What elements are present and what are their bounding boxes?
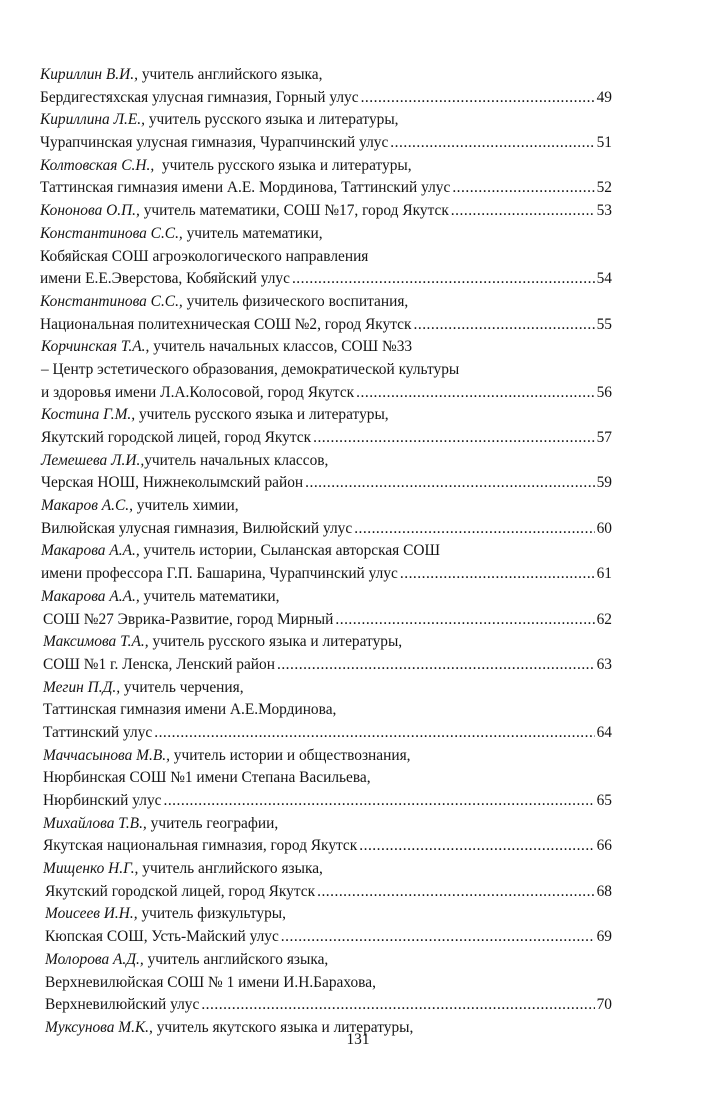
dot-leader xyxy=(400,563,595,586)
toc-entry xyxy=(40,64,612,109)
toc-entry xyxy=(40,495,612,540)
author-role: учитель английского языка, xyxy=(138,860,323,878)
institution-text: и здоровья имени Л.А.Колосовой, город Якутск xyxy=(41,383,355,401)
table-of-contents xyxy=(40,64,612,1040)
toc-entry-author-line xyxy=(40,155,612,178)
dot-leader xyxy=(354,518,594,541)
toc-entry-author-line xyxy=(40,949,612,972)
author-role: учитель русского языка и литературы, xyxy=(154,156,412,174)
page-ref: 63 xyxy=(596,655,612,673)
dot-leader xyxy=(359,835,594,858)
toc-entry xyxy=(40,223,612,291)
author-name: Кириллина Л.Е., xyxy=(40,111,145,129)
institution-text: СОШ №1 г. Ленска, Ленский район xyxy=(43,655,275,673)
institution-text: Якутский городской лицей, город Якутск xyxy=(41,429,312,446)
toc-entry-detail-line xyxy=(40,972,612,995)
toc-entry xyxy=(40,949,612,1017)
author-role: учитель русского языка и литературы, xyxy=(135,406,389,424)
toc-entry-detail-line xyxy=(40,427,612,450)
institution-text: Якутский городской лицей, город Якутск xyxy=(45,882,316,900)
author-role: учитель начальных классов, СОШ №33 xyxy=(149,338,413,356)
page-ref: 66 xyxy=(596,837,612,855)
dot-leader xyxy=(361,87,595,110)
page-ref: 65 xyxy=(596,792,612,809)
dot-leader xyxy=(154,722,594,745)
page-ref: 68 xyxy=(596,882,612,900)
author-role: учитель географии, xyxy=(146,814,279,832)
toc-entry-author-line xyxy=(40,404,612,427)
author-role: учитель математики, xyxy=(139,587,280,605)
institution-text: Таттинская гимназия имени А.Е. Мординова, Таттинский улус xyxy=(40,179,451,197)
dot-leader xyxy=(356,382,594,405)
dot-leader xyxy=(313,427,595,450)
page-ref: 64 xyxy=(596,723,612,741)
toc-entry-detail-line xyxy=(40,246,612,269)
toc-entry-detail-line xyxy=(40,132,612,155)
page-ref: 57 xyxy=(596,429,612,446)
author-name: Константинова С.С., xyxy=(40,224,183,242)
institution-text: Таттинская гимназия имени А.Е.Мординова, xyxy=(43,701,337,719)
author-name: Михайлова Т.В., xyxy=(43,814,147,832)
toc-entry xyxy=(40,155,612,200)
toc-entry-detail-line xyxy=(40,926,612,949)
dot-leader xyxy=(163,790,594,813)
toc-entry-detail-line xyxy=(40,881,612,904)
page-ref: 70 xyxy=(596,996,612,1014)
toc-entry-detail-line xyxy=(40,472,612,495)
institution-text: Нюрбинская СОШ №1 имени Степана Васильева, xyxy=(43,769,371,787)
dot-leader xyxy=(335,609,594,632)
toc-entry xyxy=(40,291,612,336)
author-role: учитель физического воспитания, xyxy=(182,292,409,310)
toc-entry-author-line xyxy=(40,745,612,768)
toc-entry-detail-line xyxy=(40,767,612,790)
toc-entry-detail-line xyxy=(40,87,612,110)
institution-text: Якутская национальная гимназия, город Якутск xyxy=(43,837,358,855)
institution-text: Кобяйская СОШ агроэкологического направления xyxy=(40,247,369,265)
author-role: учитель истории и обществознания, xyxy=(169,746,411,764)
page-ref: 54 xyxy=(596,270,612,288)
page-ref: 69 xyxy=(596,928,612,946)
author-role: учитель английского языка, xyxy=(143,950,329,968)
institution-text: имени профессора Г.П. Башарина, Чурапчинский улус xyxy=(41,565,398,583)
page-ref: 51 xyxy=(596,134,612,152)
author-name: Муксунова М.К., xyxy=(45,1018,153,1036)
toc-entry-author-line xyxy=(40,677,612,700)
institution-text: Бердигестяхская улусная гимназия, Горный улус xyxy=(40,88,359,106)
toc-entry-detail-line xyxy=(40,609,612,632)
toc-entry-detail-line xyxy=(40,563,612,586)
toc-entry xyxy=(40,586,612,631)
author-name: Макарова А.А., xyxy=(41,542,140,560)
dot-leader xyxy=(292,268,595,291)
author-name: Маччасынова М.В., xyxy=(43,746,170,764)
author-name: Макаров А.С., xyxy=(41,497,133,515)
author-role: учитель химии, xyxy=(132,497,239,515)
toc-entry-author-line xyxy=(40,64,612,87)
page-ref: 55 xyxy=(596,315,612,333)
toc-entry-detail-line xyxy=(40,699,612,722)
toc-entry-detail-line xyxy=(40,268,612,291)
author-role: учитель физкультуры, xyxy=(137,905,286,923)
author-role: учитель черчения, xyxy=(120,678,244,696)
toc-entry-detail-line xyxy=(40,177,612,200)
toc-entry-detail-line xyxy=(40,382,612,405)
institution-text: Кюпская СОШ, Усть-Майский улус xyxy=(45,928,279,946)
author-role: учитель русского языка и литературы, xyxy=(144,111,399,129)
institution-text: Верхневилюйский улус xyxy=(45,996,200,1014)
institution-text: Таттинский улус xyxy=(43,723,153,741)
toc-entry-author-line xyxy=(40,903,612,926)
page-number: 131 xyxy=(346,1031,370,1048)
author-name: Молорова А.Д., xyxy=(45,950,144,968)
dot-leader xyxy=(277,654,595,677)
toc-entry-author-line xyxy=(40,200,612,223)
author-name: Корчинская Т.А., xyxy=(41,338,150,356)
toc-entry-author-line xyxy=(40,291,612,314)
author-name: Макарова А.А., xyxy=(41,587,140,605)
toc-entry-detail-line xyxy=(40,790,612,813)
toc-entry xyxy=(40,813,612,858)
author-role: учитель русского языка и литературы, xyxy=(148,633,403,651)
author-role: учитель английского языка, xyxy=(137,66,323,83)
toc-entry xyxy=(40,745,612,813)
author-role: учитель якутского языка и литературы, xyxy=(152,1018,414,1036)
dot-leader xyxy=(452,177,594,200)
dot-leader xyxy=(201,994,594,1017)
page-ref: 60 xyxy=(596,519,612,537)
toc-entry-author-line xyxy=(40,631,612,654)
toc-entry-detail-line xyxy=(40,835,612,858)
author-name: Колтовская С.Н., xyxy=(40,156,155,174)
dot-leader xyxy=(451,200,595,223)
toc-entry xyxy=(40,404,612,449)
author-name: Кононова О.П., xyxy=(40,202,140,220)
toc-entry xyxy=(40,200,612,223)
toc-entry-detail-line xyxy=(40,722,612,745)
author-name: Костина Г.М., xyxy=(41,406,136,424)
toc-entry xyxy=(40,903,612,948)
institution-text: СОШ №27 Эврика-Развитие, город Мирный xyxy=(43,610,334,628)
author-role: учитель математики, СОШ №17, город Якутск xyxy=(139,202,449,220)
institution-text: Верхневилюйская СОШ № 1 имени И.Н.Барахова, xyxy=(45,973,376,991)
toc-entry xyxy=(40,677,612,745)
page-ref: 59 xyxy=(596,474,612,492)
toc-entry-author-line xyxy=(40,336,612,359)
author-name: Моисеев И.Н., xyxy=(45,905,138,923)
institution-text: Национальная политехническая СОШ №2, город Якутск xyxy=(40,315,412,333)
page-ref: 61 xyxy=(596,565,612,583)
toc-entry-detail-line xyxy=(40,994,612,1017)
toc-entry-detail-line xyxy=(40,314,612,337)
page-ref: 49 xyxy=(596,88,612,106)
toc-entry-detail-line xyxy=(40,654,612,677)
toc-entry-author-line xyxy=(40,858,612,881)
author-name: Лемешева Л.И., xyxy=(41,451,145,469)
dot-leader xyxy=(390,132,594,155)
institution-text: имени Е.Е.Эверстова, Кобяйский улус xyxy=(40,270,290,288)
author-name: Мегин П.Д., xyxy=(43,678,121,696)
toc-entry-author-line xyxy=(40,109,612,132)
toc-entry xyxy=(40,631,612,676)
author-name: Константинова С.С., xyxy=(40,292,183,310)
toc-entry-author-line xyxy=(40,495,612,518)
toc-entry xyxy=(40,858,612,903)
page-ref: 62 xyxy=(596,610,612,628)
author-role: учитель начальных классов, xyxy=(144,451,329,469)
toc-entry-author-line xyxy=(40,540,612,563)
author-name: Мищенко Н.Г., xyxy=(43,860,139,878)
page-ref: 56 xyxy=(596,383,612,401)
author-name: Максимова Т.А., xyxy=(43,633,149,651)
author-role: учитель математики, xyxy=(182,224,323,242)
institution-text: Вилюйская улусная гимназия, Вилюйский улус xyxy=(41,519,353,537)
toc-entry-detail-line xyxy=(40,518,612,541)
institution-text: – Центр эстетического образования, демократической культуры xyxy=(41,360,460,378)
toc-entry-author-line xyxy=(40,813,612,836)
toc-entry xyxy=(40,540,612,585)
toc-entry-author-line xyxy=(40,586,612,609)
toc-entry-author-line xyxy=(40,223,612,246)
page-ref: 53 xyxy=(596,202,612,220)
dot-leader xyxy=(414,314,595,337)
institution-text: Чурапчинская улусная гимназия, Чурапчинский улус xyxy=(40,134,389,152)
toc-entry-detail-line xyxy=(40,359,612,382)
institution-text: Нюрбинский улус xyxy=(43,792,162,809)
dot-leader xyxy=(281,926,595,949)
institution-text: Черская НОШ, Нижнеколымский район xyxy=(41,474,304,492)
author-name: Кириллин В.И., xyxy=(40,66,138,83)
toc-entry xyxy=(40,450,612,495)
toc-entry xyxy=(40,109,612,154)
page-ref: 52 xyxy=(596,179,612,197)
dot-leader xyxy=(305,472,594,495)
toc-entry xyxy=(40,336,612,404)
author-role: учитель истории, Сыланская авторская СОШ xyxy=(139,542,440,560)
toc-entry-author-line xyxy=(40,450,612,473)
dot-leader xyxy=(317,881,595,904)
